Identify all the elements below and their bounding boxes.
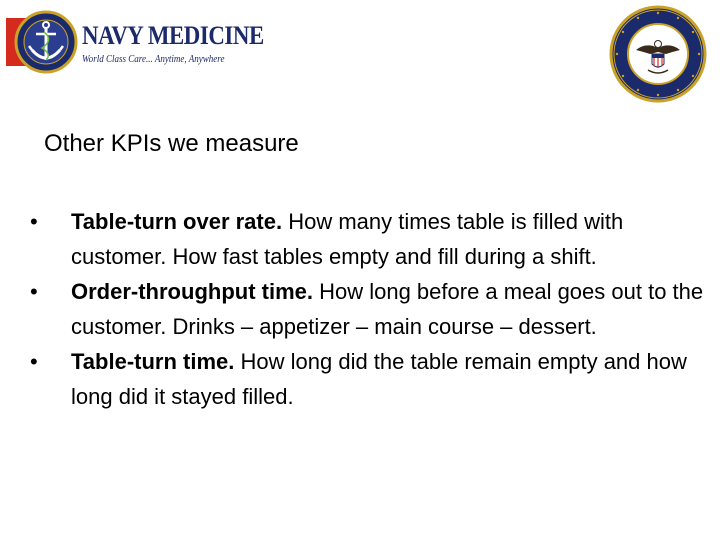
logo-title: NAVY MEDICINE — [82, 21, 264, 50]
logo-text — [82, 21, 264, 66]
bullet-dot-icon: • — [30, 349, 38, 374]
bullet-dot-icon: • — [30, 209, 38, 234]
bullet-heading: Table-turn over rate. — [71, 209, 283, 234]
bullet-text: How long did the table remain empty and how long did it stayed filled. — [71, 349, 687, 409]
kpi-bullet-list — [30, 204, 710, 414]
bullet-text: How long before a meal goes out to the customer. Drinks – appetizer – main course – dessert. — [71, 279, 704, 339]
navy-seal-icon — [608, 4, 708, 104]
navy-medicine-logo — [6, 8, 264, 80]
list-item — [30, 344, 710, 414]
list-item — [30, 204, 710, 274]
bullet-heading: Table-turn time. — [71, 349, 235, 374]
bullet-heading: Order-throughput time. — [71, 279, 313, 304]
logo-tagline: World Class Care... Anytime, Anywhere — [82, 53, 225, 65]
list-item — [30, 274, 710, 344]
slide-title: Other KPIs we measure — [44, 130, 299, 157]
anchor-badge-icon — [14, 10, 78, 74]
bullet-dot-icon: • — [30, 279, 38, 304]
bullet-text: How many times table is filled with customer. How fast tables empty and fill during a shift. — [71, 209, 624, 269]
